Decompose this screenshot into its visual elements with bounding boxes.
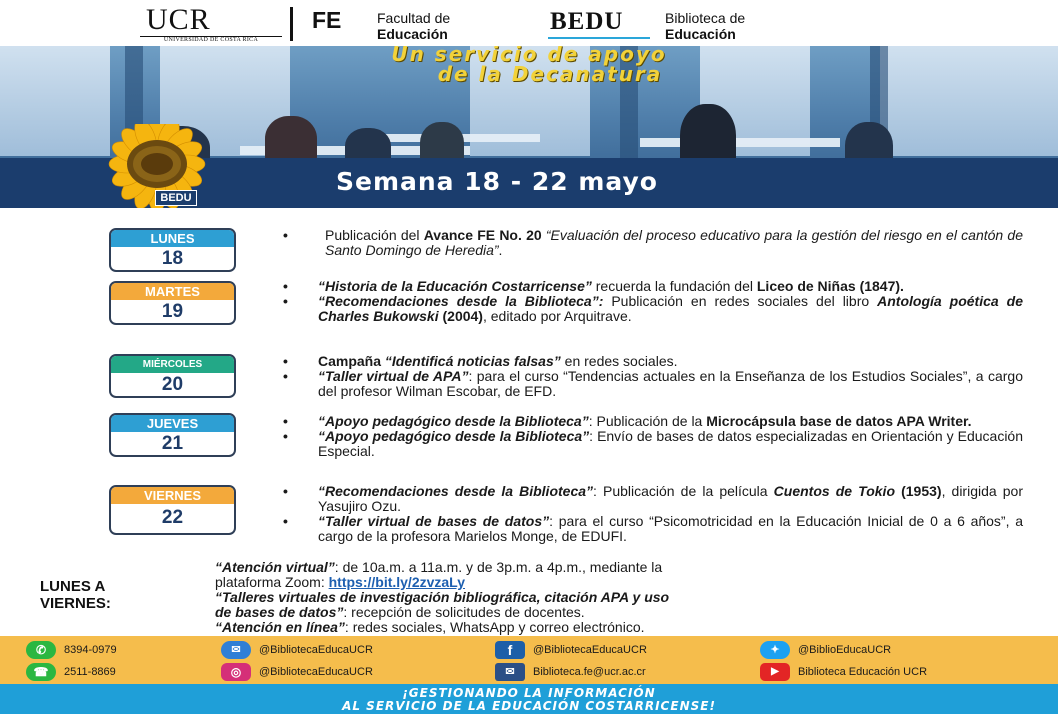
- sunflower-logo: [80, 124, 234, 208]
- event-text: Publicación del: [325, 227, 424, 243]
- event-bold-italic: “Taller virtual de APA”: [318, 368, 469, 384]
- event-bold: Avance FE No. 20: [423, 227, 542, 243]
- bullet: •: [283, 368, 288, 384]
- event-bold-italic: Cuentos de Tokio: [773, 483, 895, 499]
- lunes-a-viernes-label: [40, 578, 170, 612]
- day-number: 21: [161, 433, 184, 454]
- event-text: .: [498, 242, 503, 258]
- event-bold: (2004): [438, 308, 483, 324]
- facebook-icon: f: [495, 641, 525, 659]
- lav-item-atencion-linea: [215, 620, 1010, 635]
- bedu-tag: BEDU: [155, 190, 197, 206]
- event-text: : para el curso “Psicomotricidad en la Educación Inicial de 0 a 6 años”, a cargo de la profesora Marielos Monge, de EDUFI.: [318, 513, 1023, 544]
- bullet: •: [283, 293, 288, 309]
- day-badge-martes: [109, 281, 236, 325]
- contact-text: @BibliotecaEducaUCR: [259, 644, 373, 656]
- events-lunes: [283, 228, 1023, 258]
- event-text: en redes sociales.: [560, 353, 678, 369]
- bullet: •: [283, 513, 288, 529]
- lav-item-text: : redes sociales, WhatsApp y correo electrónico.: [344, 619, 645, 635]
- day-number: 22: [161, 507, 184, 528]
- event-item: [283, 429, 1023, 459]
- messenger-icon: ✉: [221, 641, 251, 659]
- bullet: •: [283, 428, 288, 444]
- event-item: [283, 514, 1023, 544]
- events-jueves: [283, 414, 1023, 459]
- event-italic: “Evaluación del proceso educativo para la gestión del riesgo en el cantón de Santo Domingo de Heredia”: [325, 227, 1023, 258]
- phone-icon: ☎: [26, 663, 56, 681]
- event-item: [283, 294, 1023, 324]
- lav-item-title: “Talleres virtuales de investigación bibliográfica, citación APA y uso: [215, 589, 670, 605]
- events-miercoles: [283, 354, 1023, 399]
- day-name: LUNES: [111, 230, 234, 247]
- lav-item-text: : recepción de solicitudes de docentes.: [343, 604, 585, 620]
- contact-messenger[interactable]: [221, 640, 373, 660]
- hero-title-line1: Un servicio de apoyo: [391, 46, 667, 66]
- event-item: [283, 484, 1023, 514]
- event-bold-italic: “Apoyo pedagógico desde la Biblioteca”: [318, 413, 589, 429]
- event-bold-italic: “Apoyo pedagógico desde la Biblioteca”: [318, 428, 590, 444]
- contact-youtube[interactable]: [760, 662, 927, 682]
- contact-email[interactable]: [495, 662, 646, 682]
- lav-item-atencion-virtual: [215, 560, 1010, 575]
- event-item: [283, 369, 1023, 399]
- hero-title-line2: de la Decanatura: [437, 62, 663, 86]
- lav-label-line2: VIERNES:: [40, 595, 111, 612]
- biblioteca-name: [665, 10, 745, 42]
- event-bold: Microcápsula base de datos APA Writer.: [706, 413, 972, 429]
- event-bold-italic: “Recomendaciones desde la Biblioteca”: [318, 483, 594, 499]
- lav-item-text: : de 10a.m. a 11a.m. y de 3p.m. a 4p.m., mediante la: [334, 559, 663, 575]
- event-text: Publicación en redes sociales del libro: [603, 293, 878, 309]
- zoom-link[interactable]: https://bit.ly/2zvzaLy: [328, 574, 465, 590]
- fe-logo: FE: [312, 7, 342, 33]
- mail-icon: ✉: [495, 663, 525, 681]
- lav-item-title: “Atención virtual”: [215, 559, 335, 575]
- day-badge-miercoles: [109, 354, 236, 398]
- day-badge-lunes: [109, 228, 236, 272]
- day-name: MIÉRCOLES: [111, 356, 234, 373]
- lav-item-title: de bases de datos”: [215, 604, 344, 620]
- event-item: [283, 279, 1023, 294]
- contact-facebook[interactable]: [495, 640, 647, 660]
- footer-line2: AL SERVICIO DE LA EDUCACIÓN COSTARRICENSE!: [342, 699, 716, 713]
- bullet: •: [283, 483, 288, 499]
- footer-line1: ¡GESTIONANDO LA INFORMACIÓN: [402, 686, 656, 700]
- biblioteca-name-line2: Educación: [665, 26, 736, 42]
- lav-item-talleres-cont: [215, 605, 1010, 620]
- contact-text: 8394-0979: [64, 644, 117, 656]
- contact-text: 2511-8869: [64, 666, 116, 678]
- contact-whatsapp[interactable]: [26, 640, 117, 660]
- bullet: •: [283, 227, 288, 243]
- instagram-icon: ◎: [221, 663, 251, 681]
- lunes-a-viernes-items: [215, 560, 1010, 635]
- contact-text: @BiblioEducaUCR: [798, 644, 892, 656]
- biblioteca-name-line1: Biblioteca de: [665, 10, 746, 26]
- week-title: Semana 18 - 22 mayo: [336, 167, 658, 196]
- contact-text: Biblioteca Educación UCR: [798, 666, 928, 678]
- photo-desk: [640, 138, 840, 147]
- header: [0, 0, 1058, 46]
- fe-name-line1: Facultad de: [377, 10, 451, 26]
- day-name: MARTES: [111, 283, 234, 300]
- event-bold-italic: “Taller virtual de bases de datos”: [318, 513, 550, 529]
- footer-slogan: [0, 684, 1058, 714]
- fe-name: [377, 10, 450, 42]
- event-bold: Campaña: [318, 353, 385, 369]
- day-number: 18: [161, 248, 184, 269]
- event-bold: Liceo de Niñas (1847).: [756, 278, 904, 294]
- youtube-icon: ▶: [760, 663, 790, 681]
- event-text: : Envío de bases de datos especializadas en Orientación y Educación Especial.: [318, 428, 1024, 459]
- event-bold-italic: “Recomendaciones desde la Biblioteca”:: [318, 293, 604, 309]
- fe-name-line2: Educación: [377, 26, 448, 42]
- event-text: : Publicación de la: [588, 413, 707, 429]
- lav-item-talleres: [215, 590, 1010, 605]
- header-divider: [290, 7, 293, 41]
- contact-twitter[interactable]: [760, 640, 891, 660]
- events-viernes: [283, 484, 1023, 544]
- whatsapp-icon: ✆: [26, 641, 56, 659]
- event-text: , editado por Arquitrave.: [482, 308, 632, 324]
- contact-text: Biblioteca.fe@ucr.ac.cr: [533, 666, 646, 678]
- day-badge-jueves: [109, 413, 236, 457]
- bedu-logo: BEDU: [550, 8, 624, 35]
- event-text: , dirigida por Yasujiro Ozu.: [318, 483, 1023, 514]
- event-text: : para el curso “Tendencias actuales en la Enseñanza de los Estudios Sociales”, a cargo del profesor Wilman Escobar, de EFD.: [318, 368, 1023, 399]
- contact-text: @BibliotecaEducaUCR: [259, 666, 373, 678]
- event-bold: (1953): [895, 483, 942, 499]
- day-name: JUEVES: [111, 415, 234, 432]
- bullet: •: [283, 278, 288, 294]
- day-number: 19: [161, 301, 184, 322]
- ucr-logo: [140, 5, 282, 43]
- contact-bar: [0, 636, 1058, 684]
- event-item: [283, 414, 1023, 429]
- event-text: : Publicación de la película: [593, 483, 774, 499]
- hero-title: [0, 46, 1058, 84]
- day-name: VIERNES: [111, 487, 234, 504]
- twitter-icon: ✦: [760, 641, 790, 659]
- bullet: •: [283, 413, 288, 429]
- event-bold-italic: “Historia de la Educación Costarricense”: [318, 278, 592, 294]
- event-bold-italic: “Identificá noticias falsas”: [384, 353, 561, 369]
- contact-text: @BibliotecaEducaUCR: [533, 644, 647, 656]
- bedu-logo-underline: [548, 37, 650, 39]
- contact-instagram[interactable]: [221, 662, 373, 682]
- ucr-logo-subtitle: UNIVERSIDAD DE COSTA RICA: [163, 37, 259, 43]
- lav-item-text: plataforma Zoom:: [215, 574, 329, 590]
- bullet: •: [283, 353, 288, 369]
- lav-label-line1: LUNES A: [40, 578, 106, 595]
- day-number: 20: [161, 374, 184, 395]
- events-martes: [283, 279, 1023, 324]
- event-text: recuerda la fundación del: [591, 278, 757, 294]
- event-item: [283, 228, 1023, 258]
- day-badge-viernes: [109, 485, 236, 535]
- ucr-logo-text: UCR: [146, 3, 211, 36]
- event-item: [283, 354, 1023, 369]
- lav-item-atencion-virtual-cont: [215, 575, 1010, 590]
- event-bold-italic: Antología poética de Charles Bukowski: [318, 293, 1023, 324]
- lav-item-title: “Atención en línea”: [215, 619, 345, 635]
- contact-phone[interactable]: [26, 662, 116, 682]
